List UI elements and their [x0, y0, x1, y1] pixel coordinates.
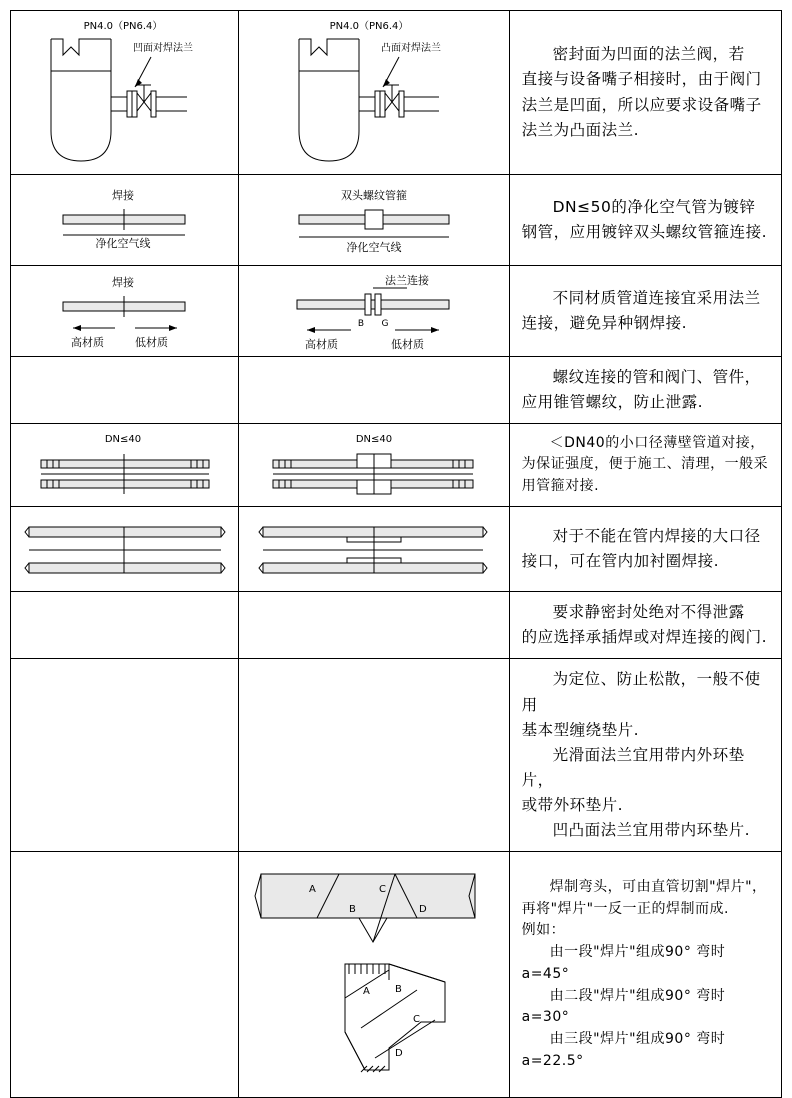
note-welded-elbow: [510, 869, 781, 1080]
diagram-small-bore-coupling: [239, 424, 508, 506]
cell-row4-left: [11, 357, 239, 424]
diagram-large-bore-backing-ring: [239, 507, 508, 591]
note-spiral-wound-gasket: [510, 659, 781, 851]
label-weld: 焊接: [112, 189, 134, 202]
note-line: DN≤50的净化空气管为镀锌: [552, 197, 756, 216]
cell-row7-left: [11, 592, 239, 659]
label-high-material: 高材质: [305, 338, 339, 351]
cell-row8-note: [509, 659, 781, 852]
label-low-material: 低材质: [135, 336, 168, 349]
cell-row2-left: [11, 175, 239, 266]
note-line: 不同材质管道连接宜采用法兰: [552, 288, 761, 307]
note-static-seal-valve: [510, 592, 781, 658]
cell-row1-left: [11, 11, 239, 175]
cell-row3-note: [509, 266, 781, 357]
label-dn: DN≤40: [356, 434, 393, 446]
cell-row1-note: [509, 11, 781, 175]
note-line: 对于不能在管内焊接的大口径: [552, 527, 761, 546]
note-line: 法兰是凹面，所以应要求设备嘴子: [521, 95, 762, 114]
table-row: [11, 507, 782, 592]
table-row: [11, 592, 782, 659]
note-line: 应用锥管螺纹，防止泄露.: [521, 393, 704, 412]
note-line: 接口，可在管内加衬圈焊接.: [521, 552, 720, 571]
cell-row2-note: [509, 175, 781, 266]
table-row: [11, 852, 782, 1098]
table-row: [11, 175, 782, 266]
label-piece-d: D: [419, 904, 427, 916]
empty-cell: [239, 357, 508, 423]
label-piece-a: A: [309, 884, 317, 896]
empty-cell: [11, 852, 238, 1097]
large-bore-backing-ring-svg: [239, 507, 508, 591]
cell-row5-left: [11, 424, 239, 507]
diagram-convex-flange: [239, 11, 508, 174]
note-line: 钢管，应用镀锌双头螺纹管箍连接.: [521, 223, 768, 241]
diagram-small-bore-butt-weld: [11, 424, 238, 506]
note-concave-convex-flange: [510, 34, 781, 150]
cell-row9-middle: [239, 852, 509, 1098]
table-row: [11, 424, 782, 507]
flange-connection-svg: [239, 266, 508, 356]
cell-row9-left: [11, 852, 239, 1098]
empty-cell: [239, 592, 508, 658]
note-line: 螺纹连接的管和阀门、管件，: [552, 368, 761, 386]
large-bore-plain-svg: [11, 507, 238, 591]
label-piece-c: C: [379, 884, 387, 896]
small-bore-butt-weld-svg: [11, 424, 238, 506]
table-row: [11, 266, 782, 357]
diagram-dissimilar-weld: [11, 266, 238, 356]
note-line: 由二段"焊片"组成90° 弯时a=30°: [521, 987, 726, 1026]
note-line: 为定位、防止松散，一般不使用: [521, 670, 761, 714]
cell-row5-middle: [239, 424, 509, 507]
empty-cell: [11, 357, 238, 423]
label-mark-b: B: [358, 319, 365, 329]
diagram-flange-connection: [239, 266, 508, 356]
cell-row8-middle: [239, 659, 509, 852]
cell-row7-note: [509, 592, 781, 659]
label-line-name: 净化空气线: [95, 237, 151, 250]
label-pressure-rating: PN4.0（PN6.4）: [329, 21, 409, 32]
cell-row8-left: [11, 659, 239, 852]
note-line: 基本型缠绕垫片.: [521, 720, 640, 739]
label-line-name: 净化空气线: [346, 241, 402, 254]
label-high-material: 高材质: [71, 336, 104, 349]
diagram-large-bore-plain: [11, 507, 238, 591]
cell-row6-middle: [239, 507, 509, 592]
diagram-concave-flange: [11, 11, 238, 174]
note-taper-thread: [510, 357, 781, 423]
note-line: 焊制弯头，可由直管切割"焊片"，: [549, 879, 767, 896]
note-dissimilar-material: [510, 278, 781, 344]
label-callout: 凸面对焊法兰: [381, 43, 442, 54]
note-line: 由三段"焊片"组成90° 弯时a=22.5°: [521, 1030, 726, 1069]
label-weld: 焊接: [112, 276, 134, 289]
note-line: 法兰为凸面法兰.: [521, 120, 640, 139]
note-small-bore-coupling: [510, 425, 781, 506]
cell-row7-middle: [239, 592, 509, 659]
label-elbow-b: B: [395, 984, 403, 996]
label-pressure-rating: PN4.0（PN6.4）: [83, 21, 163, 32]
note-line: 或带外环垫片.: [521, 795, 624, 814]
cell-row9-note: [509, 852, 781, 1098]
cell-row1-middle: [239, 11, 509, 175]
dissimilar-weld-svg: [11, 266, 238, 356]
welded-air-line-svg: [11, 175, 238, 265]
note-line: 要求静密封处绝对不得泄露: [552, 603, 745, 622]
table-row: [11, 357, 782, 424]
label-callout: 凹面对焊法兰: [133, 43, 193, 54]
diagram-coupling-air-line: [239, 175, 508, 265]
note-galvanized-air-pipe: [510, 187, 781, 253]
note-backing-ring-weld: [510, 516, 781, 582]
note-line: 连接，避免异种钢焊接.: [521, 314, 688, 332]
small-bore-coupling-svg: [239, 424, 508, 506]
label-dn: DN≤40: [104, 434, 142, 446]
note-line: 的应选择承插焊或对焊连接的阀门.: [521, 628, 768, 647]
cell-row4-middle: [239, 357, 509, 424]
label-elbow-a: A: [363, 986, 371, 998]
label-low-material: 低材质: [391, 338, 425, 351]
coupling-air-line-svg: [239, 175, 508, 265]
label-elbow-d: D: [395, 1048, 403, 1060]
note-line: 用管箍对接.: [521, 478, 600, 495]
note-line: 直接与设备嘴子相接时，由于阀门: [521, 70, 762, 89]
label-flange-connection: 法兰连接: [385, 274, 430, 287]
note-line: 光滑面法兰宜用带内外环垫片，: [521, 745, 745, 789]
note-line: 由一段"焊片"组成90° 弯时a=45°: [521, 944, 726, 982]
table-row: [11, 659, 782, 852]
drawing-sheet: [0, 10, 792, 1092]
table-row: [11, 11, 782, 175]
cell-row4-note: [509, 357, 781, 424]
note-line: ＜DN40的小口径薄壁管道对接，: [549, 434, 765, 451]
cell-row3-middle: [239, 266, 509, 357]
label-elbow-c: C: [413, 1014, 421, 1026]
empty-cell: [239, 685, 508, 825]
cell-row3-left: [11, 266, 239, 357]
cell-row6-left: [11, 507, 239, 592]
note-line: 例如：: [521, 922, 566, 939]
empty-cell: [11, 685, 238, 825]
empty-cell: [11, 592, 238, 658]
label-mark-g: G: [381, 319, 389, 329]
diagram-welded-elbow-segments: [239, 852, 508, 1097]
cell-row6-note: [509, 507, 781, 592]
concave-flange-svg: [11, 11, 238, 174]
welded-elbow-svg: [239, 852, 508, 1097]
note-line: 再将"焊片"一反一正的焊制而成.: [521, 900, 729, 917]
convex-flange-svg: [239, 11, 508, 174]
label-piece-b: B: [349, 904, 357, 916]
cell-row5-note: [509, 424, 781, 507]
diagram-welded-air-line: [11, 175, 238, 265]
content-table: [10, 10, 782, 1098]
label-coupling: 双头螺纹管箍: [341, 189, 408, 202]
note-line: 为保证强度，便于施工、清理，一般采: [521, 456, 769, 473]
note-line: 凹凸面法兰宜用带内环垫片.: [552, 821, 751, 840]
cell-row2-middle: [239, 175, 509, 266]
note-line: 密封面为凹面的法兰阀，若: [552, 45, 745, 64]
